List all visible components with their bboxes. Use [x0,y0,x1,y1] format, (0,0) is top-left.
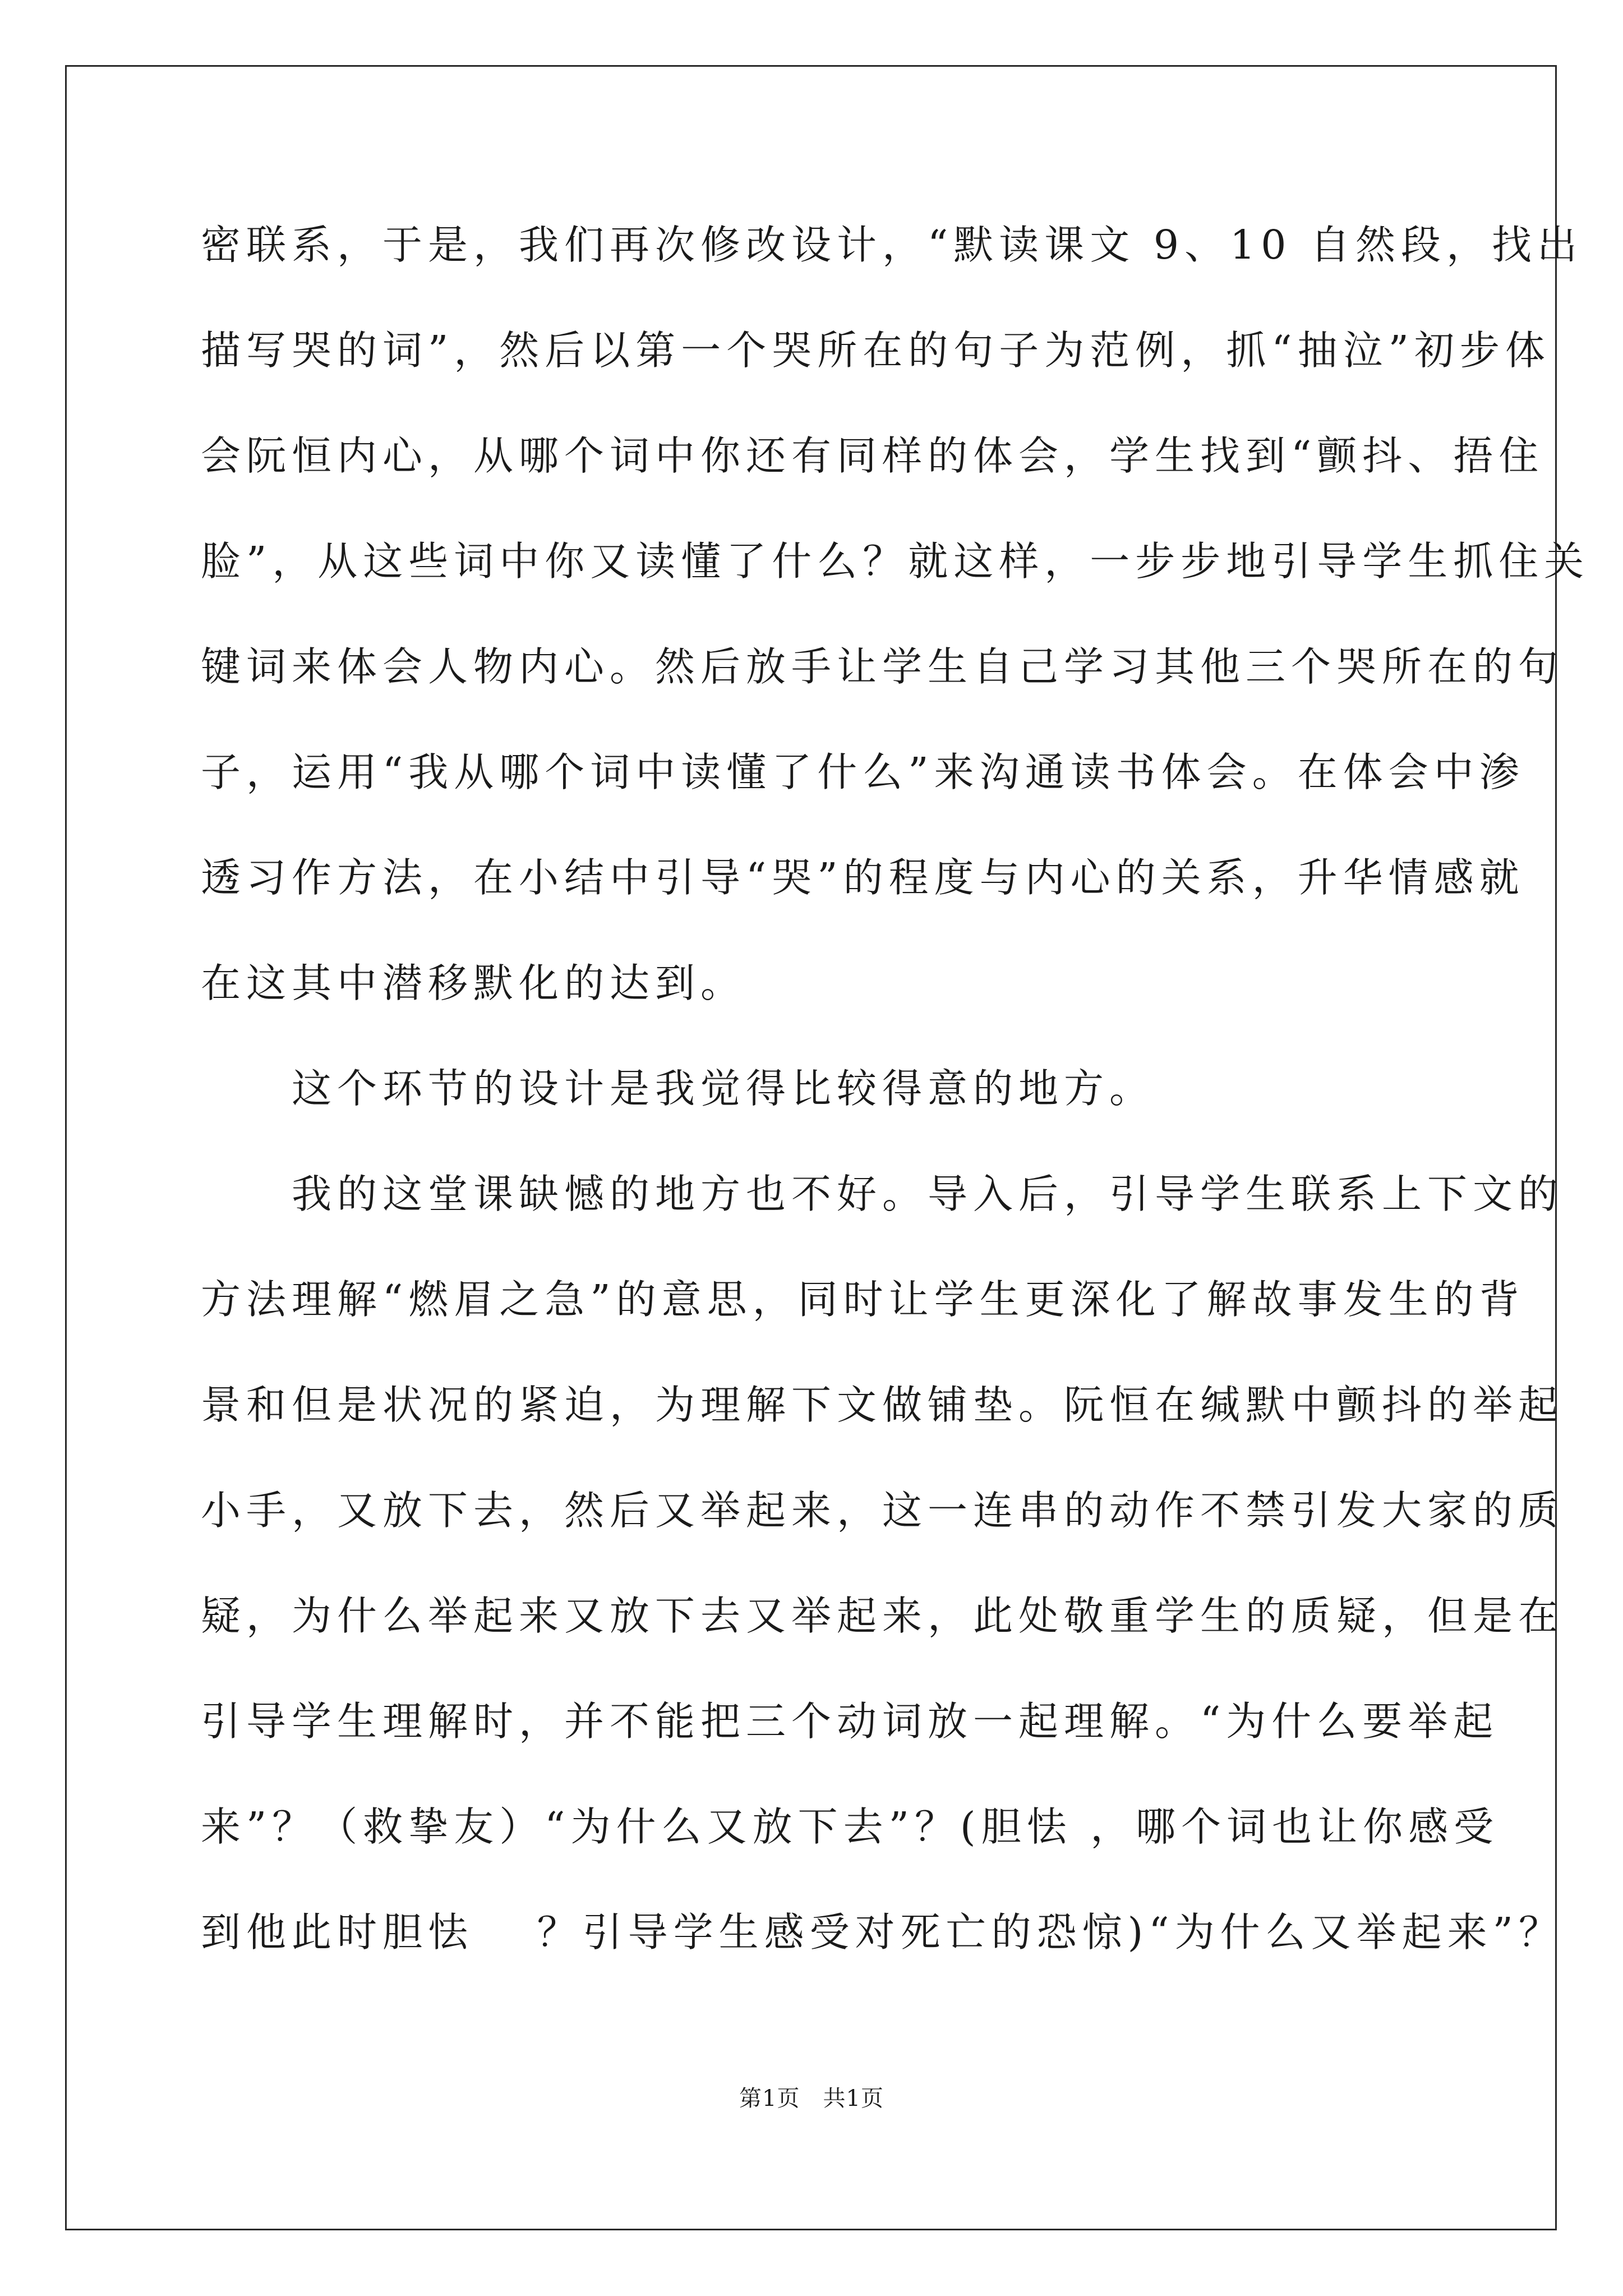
page-border [65,65,1557,2230]
text-line: 来”？（救挚友）“为什么又放下去”？(胆怯 ，哪个词也让你感受 [201,1803,1500,1850]
text-line: 在这其中潜移默化的达到。 [201,960,746,1006]
text-line: 引导学生理解时，并不能把三个动词放一起理解。“为什么要举起 [201,1698,1499,1745]
text-line: 疑，为什么举起来又放下去又举起来，此处敬重学生的质疑，但是在 [201,1593,1564,1639]
text-line: 密联系，于是，我们再次修改设计，“默读课文 9、10 自然段，找出 [201,222,1583,268]
text-line: 透习作方法，在小结中引导“哭”的程度与内心的关系，升华情感就 [201,854,1525,901]
text-line: 脸”，从这些词中你又读懂了什么？就这样，一步步地引导学生抓住关 [201,538,1590,585]
text-line: 这个环节的设计是我觉得比较得意的地方。 [201,1065,1155,1112]
text-line: 我的这堂课缺憾的地方也不好。导入后，引导学生联系上下文的 [201,1171,1564,1217]
text-line: 子，运用“我从哪个词中读懂了什么”来沟通读书体会。在体会中渗 [201,749,1525,795]
text-line: 描写哭的词”，然后以第一个哭所在的句子为范例，抓“抽泣”初步体 [201,327,1551,374]
text-line: 会阮恒内心，从哪个词中你还有同样的体会，学生找到“颤抖、捂住 [201,432,1544,479]
text-line: 键词来体会人物内心。然后放手让学生自己学习其他三个哭所在的句 [201,643,1564,690]
page-footer: 第1页 共1页 [739,2086,884,2111]
text-line: 景和但是状况的紧迫，为理解下文做铺垫。阮恒在缄默中颤抖的举起 [201,1382,1564,1428]
text-line: 到他此时胆怯 ？引导学生感受对死亡的恐惊)“为什么又举起来”？ [201,1909,1564,1955]
text-line: 小手，又放下去，然后又举起来，这一连串的动作不禁引发大家的质 [201,1487,1564,1534]
text-line: 方法理解“燃眉之急”的意思，同时让学生更深化了解故事发生的背 [201,1276,1525,1323]
